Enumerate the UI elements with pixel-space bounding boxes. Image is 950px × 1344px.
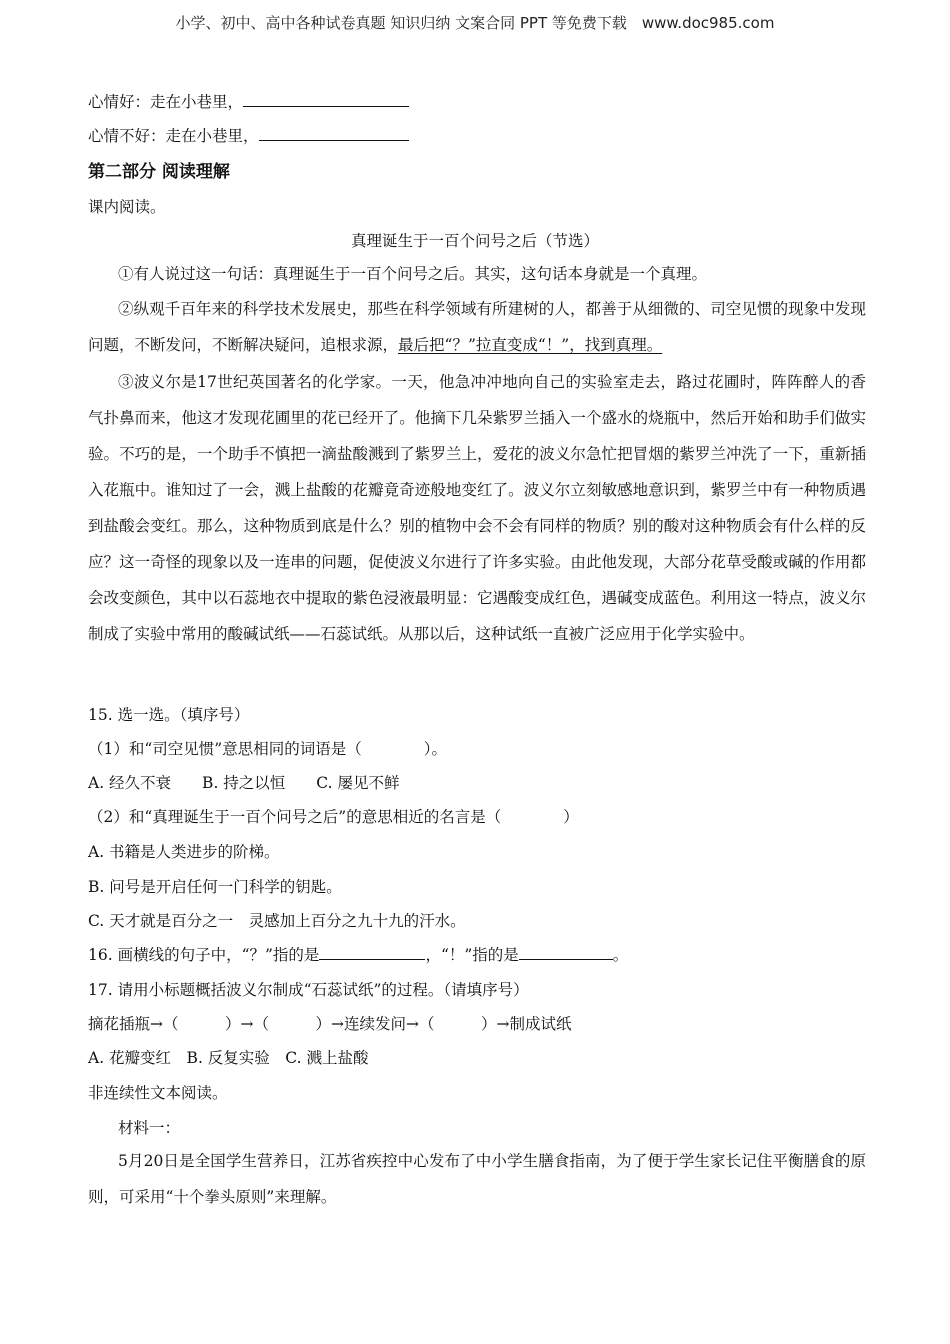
q16-line	[88, 943, 628, 965]
material1-label: 材料一：	[118, 1119, 181, 1137]
material1-text: 5月20日是全国学生营养日，江苏省疾控中心发布了中小学生膳食指南，为了便于学生家长记住平衡膳食的原则，可采用“十个拳头原则”来理解。	[88, 1152, 866, 1206]
q17-flow: 摘花插瓶→（ ）→（ ）→连续发问→（ ）→制成试纸	[88, 1015, 572, 1033]
reading-in-class-label: 课内阅读。	[88, 198, 166, 216]
bad-mood-blank[interactable]	[259, 126, 409, 141]
good-mood-label: 心情好：走在小巷里，	[88, 93, 244, 111]
q16-blank-question-mark[interactable]	[319, 945, 425, 960]
q16-blank-exclamation[interactable]	[519, 945, 613, 960]
good-mood-blank[interactable]	[243, 92, 409, 107]
q15-stem: 15. 选一选。（填序号）	[88, 706, 250, 724]
section-heading: 第二部分 阅读理解	[88, 162, 230, 182]
bad-mood-line	[88, 124, 409, 146]
article-paragraph-1: ①有人说过这一句话：真理诞生于一百个问号之后。其实，这句话本身就是一个真理。	[118, 265, 708, 283]
q15-sub1: （1）和“司空见惯”意思相同的词语是（ ）。	[88, 740, 447, 758]
article-paragraph-3: ③波义尔是17世纪英国著名的化学家。一天，他急冲冲地向自己的实验室走去，路过花圃时，阵阵醉人的香气扑鼻而来，他这才发现花圃里的花已经开了。他摘下几朵紫罗兰插入一个盛水的烧瓶中，然后开始和助手们做实验。不巧的是，一个助手不慎把一滴盐酸溅到了紫罗兰上，爱花的波义尔急忙把冒烟的紫罗兰冲洗了一下，重新插入花瓶中。谁知过了一会，溅上盐酸的花瓣竟奇迹般地变红了。波义尔立刻敏感地意识到，紫罗兰中有一种物质遇到盐酸会变红。那么，这种物质到底是什么？别的植物中会不会有同样的物质？别的酸对这种物质会有什么样的反应？这一奇怪的现象以及一连串的问题，促使波义尔进行了许多实验。由此他发现，大部分花草受酸或碱的作用都会改变颜色，其中以石蕊地衣中提取的紫色浸液最明显：它遇酸变成红色，遇碱变成蓝色。利用这一特点，波义尔制成了实验中常用的酸碱试纸——石蕊试纸。从那以后，这种试纸一直被广泛应用于化学实验中。	[88, 373, 866, 643]
good-mood-line	[88, 90, 409, 112]
q15-sub2: （2）和“真理诞生于一百个问号之后”的意思相近的名言是（ ）	[88, 808, 579, 826]
bad-mood-label: 心情不好：走在小巷里，	[88, 127, 259, 145]
underlined-sentence: 最后把“？”拉直变成“！”，找到真理。	[398, 336, 663, 354]
q15-sub2-option-c: C. 天才就是百分之一 灵感加上百分之九十九的汗水。	[88, 912, 466, 930]
q16-part1: 16. 画横线的句子中，“？”指的是	[88, 946, 320, 964]
q15-sub2-option-a: A. 书籍是人类进步的阶梯。	[88, 843, 280, 861]
page-header: 小学、初中、高中各种试卷真题 知识归纳 文案合同 PPT 等免费下载 www.doc985.com	[175, 14, 775, 32]
non-continuous-label: 非连续性文本阅读。	[88, 1084, 228, 1102]
q17-stem: 17. 请用小标题概括波义尔制成“石蕊试纸”的过程。（请填序号）	[88, 981, 529, 999]
q15-sub2-option-b: B. 问号是开启任何一门科学的钥匙。	[88, 878, 342, 896]
q15-sub1-options: A. 经久不衰 B. 持之以恒 C. 屡见不鲜	[88, 774, 400, 792]
paragraph-2-text: ②纵观千百年来的科学技术发展史，那些在科学领域有所建树的人，都善于从细微的、司空见惯的现象中发现问题，不断发问，不断解决疑问，追根求源，	[88, 300, 866, 354]
q16-part2: ，“！”指的是	[425, 946, 519, 964]
article-paragraph-2	[88, 291, 866, 363]
article-title: 真理诞生于一百个问号之后（节选）	[350, 232, 599, 250]
q16-part3: 。	[612, 946, 629, 964]
q17-options: A. 花瓣变红 B. 反复实验 C. 溅上盐酸	[88, 1049, 369, 1067]
